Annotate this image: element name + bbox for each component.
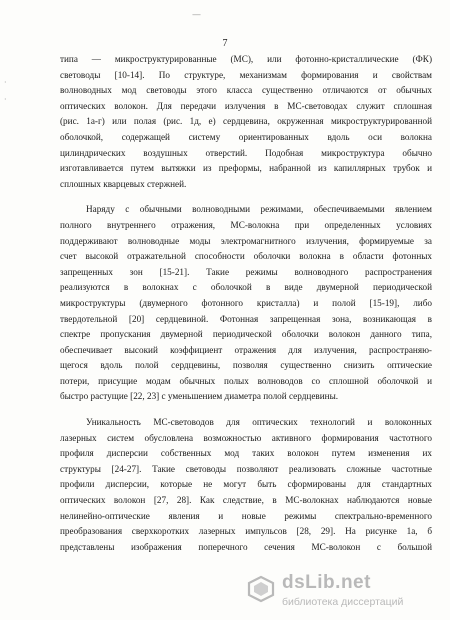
- text-line: спектре пропускания двумерной периодической оболочки волокон данного типа,: [60, 329, 432, 340]
- text-line: профили дисперсии, которые не могут быть сформированы для стандартных: [60, 479, 432, 490]
- text-line: преобразования сверхкоротких лазерных импульсов [28, 29]. На рисунке 1а, б: [60, 526, 432, 537]
- paragraph-2: [60, 202, 432, 405]
- text-line: обеспечивает высокий коэффициент отражения для излучения, распространяю-: [60, 344, 432, 355]
- text-line: оболочкой, содержащей систему ориентированных вдоль оси волокна: [60, 131, 432, 142]
- text-line: изготавливается путем вытяжки из преформы, набранной из капиллярных трубок и: [60, 163, 432, 174]
- text-line: представлены изображения поперечного сечения МС-волокон с большой: [60, 541, 432, 552]
- text-line: цилиндрических воздушных отверстий. Подобная микроструктура обычно: [60, 147, 432, 158]
- dslib-logo-icon: [246, 574, 276, 604]
- text-line: типа — микроструктурированные (МС), или фотонно-кристаллические (ФК): [60, 54, 432, 64]
- watermark-subtitle: библиотека диссертаций: [282, 596, 404, 608]
- text-line: лазерных систем обусловлена возможностью активного формирования частотного: [60, 432, 432, 443]
- text-line: световоды [10-14]. По структуре, механизмам формирования и свойствам: [60, 69, 432, 80]
- paragraph-3: [60, 415, 432, 555]
- text-line: сплошных кварцевых стержней.: [60, 178, 187, 189]
- scan-artifact-mark: ·: [4, 95, 7, 104]
- paragraph-1: [60, 52, 432, 192]
- text-line: волноводных мод световоды этого класса существенно отличаются от обычных: [60, 85, 432, 96]
- page-number: 7: [222, 38, 228, 49]
- text-line: запрещенных зон [15-21]. Такие режимы волноводного распространения: [60, 266, 432, 277]
- text-line: оптических волокон [27, 28]. Как следствие, в МС-волокнах наблюдаются новые: [60, 495, 432, 506]
- text-line: микроструктуры (двумерного фотонного кристалла) и полой [15-19], либо: [60, 297, 432, 308]
- text-line: структуры [24-27]. Такие световоды позволяют реализовать сложные частотные: [60, 463, 432, 474]
- text-line: оптических волокон. Для передачи излучения в МС-световодах служит сплошная: [60, 100, 432, 111]
- text-line: реализуются в волокнах с оболочкой в виде двумерной периодической: [60, 282, 432, 293]
- text-line: счет высокой отражательной способности оболочки волокна в области фотонных: [60, 251, 432, 262]
- watermark-brand: dsLib.net: [282, 572, 371, 593]
- text-line: быстро растущие [22, 23] с уменьшением диаметра полой сердцевины.: [60, 391, 339, 402]
- body-text: [60, 52, 432, 555]
- text-line: Уникальность МС-световодов для оптических технологий и волоконных: [86, 417, 432, 428]
- scan-artifact-mark: ·: [4, 78, 7, 87]
- text-line: Наряду с обычными волноводными режимами, обеспечиваемыми явлением: [86, 204, 432, 215]
- text-line: щегося вдоль полой сердцевины, позволяя существенно снизить оптические: [60, 360, 432, 371]
- text-line: нелинейно-оптические явления и новые режимы спектрально-временного: [60, 510, 432, 521]
- text-line: полного внутреннего отражения, МС-волокна при определенных условиях: [60, 219, 432, 230]
- watermark: [246, 572, 442, 612]
- scan-artifact-mark: —: [192, 10, 201, 20]
- text-line: твердотельной [20] сердцевиной. Фотонная запрещенная зона, возникающая в: [60, 313, 432, 324]
- text-line: поддерживают волноводные моды электромагнитного излучения, формируемые за: [60, 235, 432, 246]
- text-line: (рис. 1а-г) или полая (рис. 1д, е) сердцевина, окруженная микроструктурированной: [60, 116, 432, 127]
- text-line: потери, присущие модам обычных полых волноводов со сплошной оболочкой и: [60, 375, 432, 386]
- text-line: профиля дисперсии собственных мод таких волокон путем изменения их: [60, 448, 432, 459]
